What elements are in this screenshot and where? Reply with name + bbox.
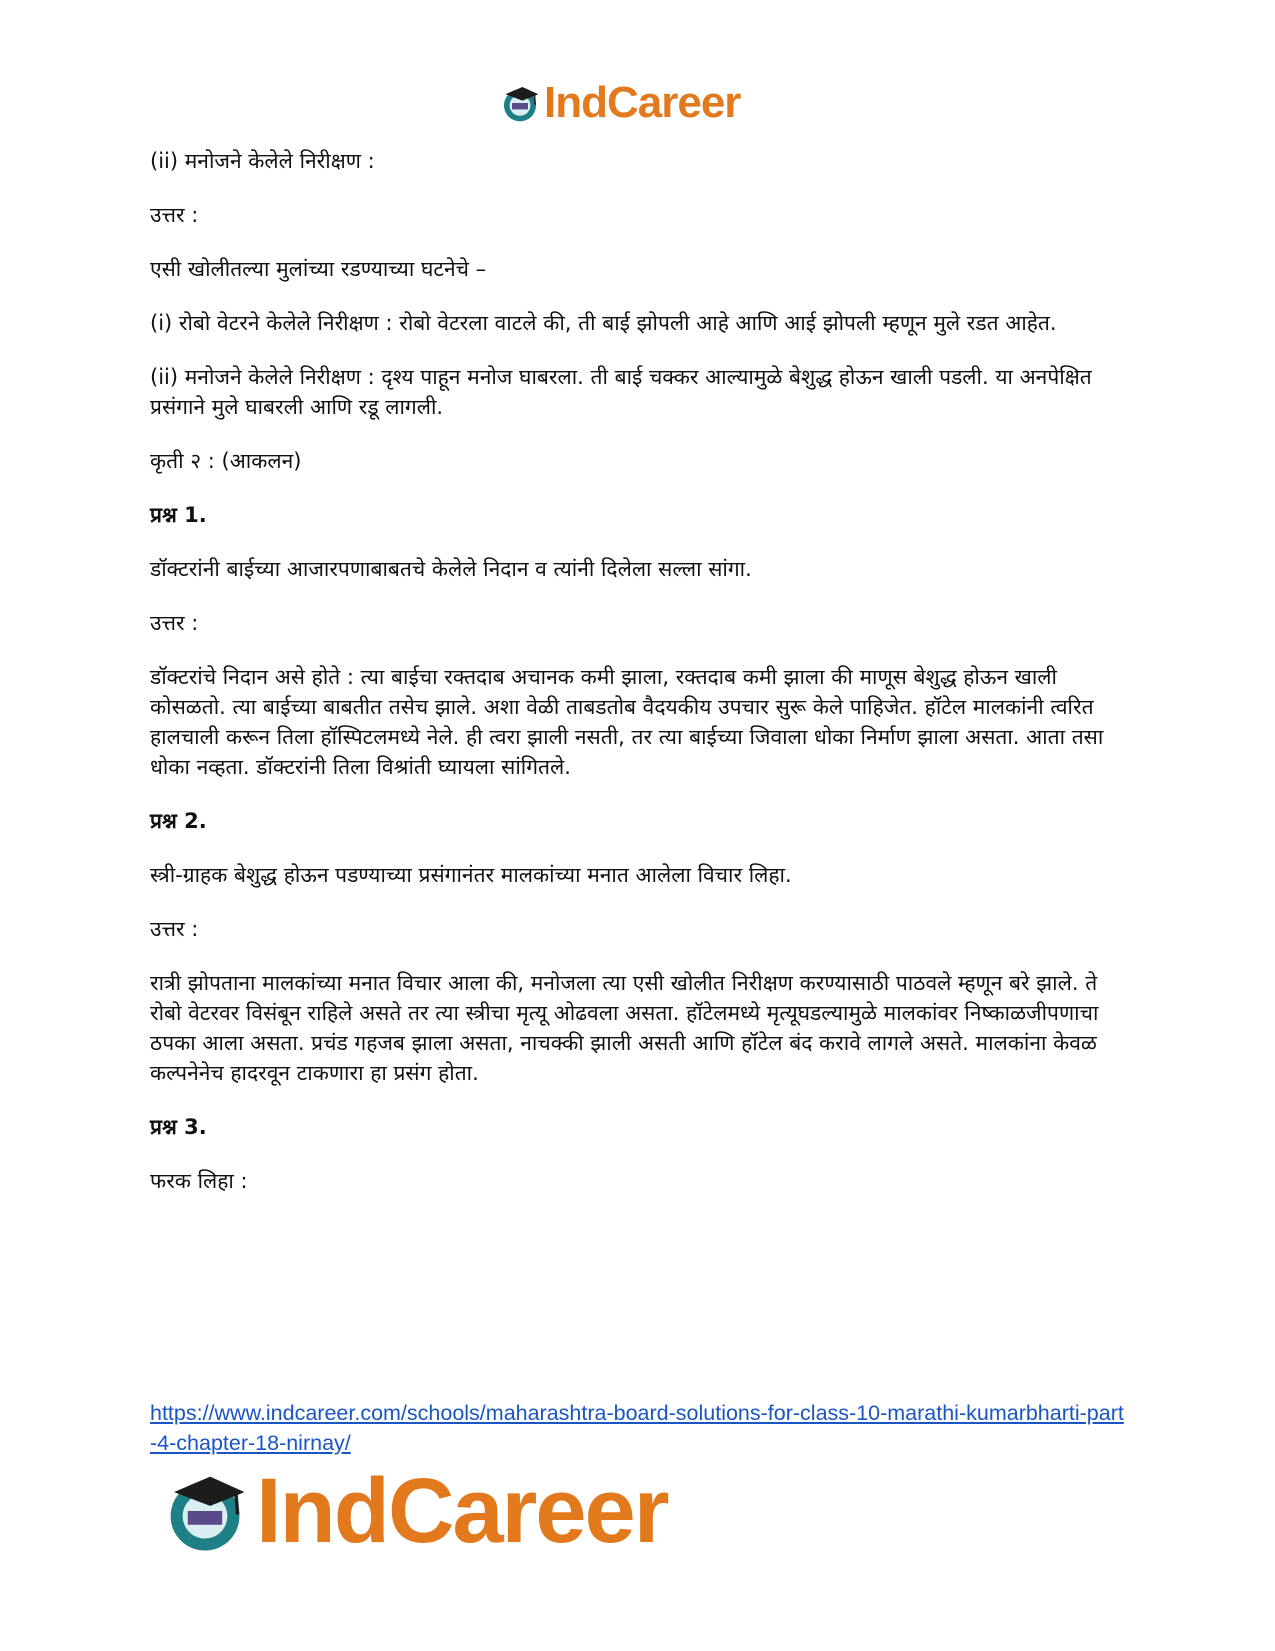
paragraph: फरक लिहा : — [150, 1169, 248, 1193]
paragraph: एसी खोलीतल्या मुलांच्या रडण्याच्या घटनेचे – — [150, 257, 487, 281]
logo-wordmark: IndCareer — [544, 78, 741, 127]
question-heading: प्रश्न 1. — [150, 503, 207, 527]
logo-wordmark: IndCareer — [256, 1460, 668, 1562]
paragraph: कृती २ : (आकलन) — [150, 449, 302, 473]
graduation-globe-icon — [500, 83, 540, 123]
paragraph: डॉक्टरांचे निदान असे होते : त्या बाईचा रक्तदाब अचानक कमी झाला, रक्तदाब कमी झाला की माणूस बेशुद्ध होऊन खाली कोसळतो. त्या बाईच्या बाबतीत तसेच झाले. अशा वेळी ताबडतोब वैदयकीय उपचार सुरू केले पाहिजेत. हॉटेल मालकांनी त्वरित हालचाली करून तिला हॉस्पिटलमध्ये नेले. ही त्वरा झाली नसती, तर त्या बाईच्या जिवाला धोका निर्माण झाला असता. आता तसा धोका नव्हता. डॉक्टरांनी तिला विश्रांती घ्यायला सांगितले. — [150, 665, 1104, 779]
question-text: डॉक्टरांनी बाईच्या आजारपणाबाबतचे केलेले निदान व त्यांनी दिलेला सल्ला सांगा. — [150, 557, 752, 581]
paragraph: रात्री झोपताना मालकांच्या मनात विचार आला की, मनोजला त्या एसी खोलीत निरीक्षण करण्यासाठी पाठवले म्हणून बरे झाले. ते रोबो वेटरवर विसंबून राहिले असते तर त्या स्त्रीचा मृत्यू ओढवला असता. हॉटेलमध्ये मृत्यूघडल्यामुळे मालकांवर निष्काळजीपणाचा ठपका आला असता. प्रचंड गहजब झाला असता, नाचक्की झाली असती आणि हॉटेल बंद करावे लागले असते. मालकांना केवळ कल्पनेनेच हादरवून टाकणारा हा प्रसंग होता. — [150, 971, 1099, 1085]
paragraph: (ii) मनोजने केलेले निरीक्षण : दृश्य पाहून मनोज घाबरला. ती बाई चक्कर आल्यामुळे बेशुद्ध होऊन खाली पडली. या अनपेक्षित प्रसंगाने मुले घाबरली आणि रडू लागली. — [150, 365, 1092, 419]
paragraph: (i) रोबो वेटरने केलेले निरीक्षण : रोबो वेटरला वाटले की, ती बाई झोपली आहे आणि आई झोपली म्हणून मुले रडत आहेत. — [150, 311, 1057, 335]
document-body — [150, 146, 1125, 1220]
footer-logo — [162, 1462, 668, 1560]
header-logo — [500, 80, 740, 126]
paragraph: उत्तर : — [150, 917, 199, 941]
graduation-globe-icon — [162, 1468, 248, 1554]
question-heading: प्रश्न 3. — [150, 1115, 207, 1139]
source-url-link[interactable]: https://www.indcareer.com/schools/maharashtra-board-solutions-for-class-10-marathi-kumarbharti-part-4-chapter-18-nirnay/ — [150, 1401, 1124, 1455]
paragraph: (ii) मनोजने केलेले निरीक्षण : — [150, 149, 375, 173]
question-text: स्त्री-ग्राहक बेशुद्ध होऊन पडण्याच्या प्रसंगानंतर मालकांच्या मनात आलेला विचार लिहा. — [150, 863, 792, 887]
paragraph: उत्तर : — [150, 611, 199, 635]
paragraph: उत्तर : — [150, 203, 199, 227]
question-heading: प्रश्न 2. — [150, 809, 207, 833]
